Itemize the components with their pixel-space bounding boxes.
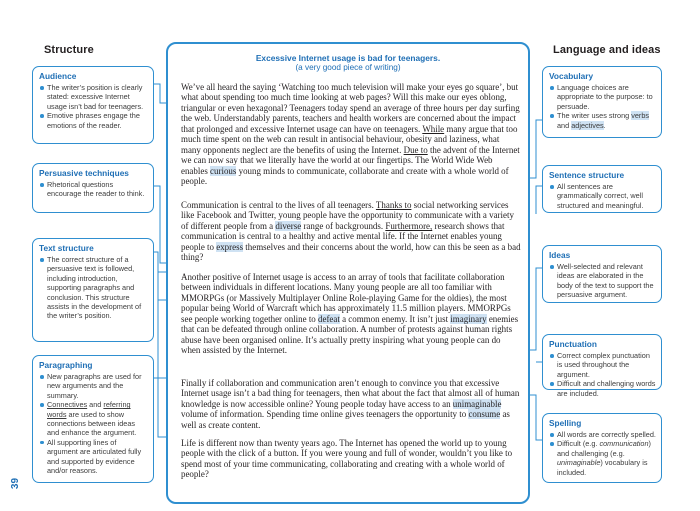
text-run: Life is different now than twenty years ago. The Internet has opened the world up to young people with the click of a button. If you were young and full of wonder, wouldn’t you like to spend most of your time communicating, collaborating and creating with a whole world of people? [181,438,513,480]
text-run: Difficult and challenging words are included. [557,379,656,398]
underlined-connective: referring words [47,400,131,419]
highlighted-word: consume [468,409,501,420]
punctuation-card-title: Punctuation [549,339,597,349]
article-paragraph-5 [181,438,521,480]
page-number: 39 [10,477,22,490]
language-column-title: Language and ideas [553,44,661,56]
text-run: ) and challenging (e.g. [557,439,651,458]
ideas-point-1 [556,262,656,300]
text-run: The writer uses strong [557,111,632,121]
text-run: and [87,400,104,410]
ideas-card [542,245,662,303]
text-run: Rhetorical questions encourage the reader to think. [47,180,145,199]
spelling-card [542,413,662,483]
text-run: the advent of the Internet we can now say that we literally have the world at our fingertips. The World Wide Web enables [181,144,520,176]
text-run: as well as create content. [181,409,510,430]
article-paragraph-1 [181,82,521,187]
text-run: Well-selected and relevant ideas are elaborated in the body of the text to support the persuasive argument. [557,262,654,300]
text-run: Difficult (e.g. [557,439,600,449]
text-run: The writer’s position is clearly stated: excessive Internet usage isn’t bad for teenagers. [47,83,144,111]
article-paragraph-3 [181,272,521,356]
article-title: Excessive Internet usage is bad for teenagers. [255,53,441,63]
highlighted-word: unimaginable [452,398,502,409]
spelling-point-2 [556,439,656,477]
italic-example: unimaginable [557,458,601,468]
text-run: We’ve all heard the saying ‘Watching too much television will make your eyes go square’, but what about spending too much time looking at web pages? Will this make our eyes oblong, triangular or even hexagonal? Teenagers today spend an average of three hours per day surfing the web. Understandably parents, teachers and health workers are concerned about the impact that prolonged and excessive Internet usage can have on teenagers. [181,82,520,134]
paragraphing-point-2 [46,400,148,438]
underlined-connective: Furthermore, [385,220,433,231]
vocabulary-point-1 [556,83,656,111]
text-run: range of backgrounds. [301,220,386,231]
text-run: All words are correctly spelled. [557,430,656,439]
persuasive-point-1 [46,180,148,199]
vocabulary-point-2 [556,111,656,130]
text-run: The correct structure of a persuasive text is followed, including introduction, supporting paragraphs and conclusion. This structure assists in the development of the writer’s position. [47,255,142,321]
audience-point-1 [46,83,148,111]
highlighted-word: imaginary [450,313,487,324]
text-run: young minds to communicate, collaborate and create with a whole world of people. [181,165,509,187]
paragraphing-point-1 [46,372,148,400]
audience-point-2 [46,111,148,130]
text-run: All sentences are grammatically correct, well structured and meaningful. [557,182,644,210]
spelling-card-title: Spelling [549,418,582,428]
article-subtitle: (a very good piece of writing) [295,63,401,72]
italic-example: communication [599,439,649,449]
text-run: research shows that communication is central to a healthy and active mental life. If the Internet enables young people to [181,220,505,252]
highlighted-word: defeat [318,313,340,324]
text-run: a common enemy. It isn’t just [339,313,451,324]
spelling-point-1 [556,430,656,439]
punctuation-card [542,334,662,398]
underlined-connective: Thanks to [375,200,412,210]
text-run: many argue that too much time spent on the web can result in antisocial behaviour, obesity and laziness, what many opponents neglect are the benefits of using the Internet. [181,123,518,155]
text-run: Communication is central to the lives of all teenagers. [181,200,376,210]
text-run: Correct complex punctuation is used throughout the argument. [557,351,650,379]
text-run: . [603,120,606,130]
text-run: themselves and their concerns about the world, how can this be seen as a bad thing? [181,241,521,263]
text-structure-card [32,238,154,342]
sentence-structure-card [542,165,662,213]
text-run: social networking services like Facebook and Twitter, young people have the opportunity to communicate with a variety of different people from a [181,200,514,231]
paragraphing-card [32,355,154,483]
paragraphing-point-3 [46,438,148,476]
structure-column-title: Structure [44,44,94,56]
highlighted-word: verbs [631,111,650,121]
sentence-structure-point-1 [556,182,656,210]
punctuation-point-2 [556,379,656,398]
text-structure-card-title: Text structure [39,243,94,253]
text-run: are used to show connections between ideas and enhance the argument. [47,409,137,438]
paragraphing-card-title: Paragraphing [39,360,93,370]
text-run: and [557,120,572,130]
highlighted-word: curious [210,165,237,176]
audience-card-title: Audience [39,71,77,81]
persuasive-techniques-card-title: Persuasive techniques [39,168,129,178]
text-run: New paragraphs are used for new arguments and the summary. [47,372,142,400]
highlighted-word: adjectives [571,120,604,130]
vocabulary-card [542,66,662,138]
text-run: Language choices are appropriate to the purpose: to persuade. [557,83,653,111]
audience-card [32,66,154,144]
punctuation-point-1 [556,351,656,379]
article-paragraph-4 [181,378,521,430]
text-structure-point-1 [46,255,148,321]
vocabulary-card-title: Vocabulary [549,71,594,81]
underlined-connective: Due to [403,144,428,155]
ideas-card-title: Ideas [549,250,571,260]
persuasive-techniques-card [32,163,154,213]
text-run: volume of information. Spending time online gives teenagers the opportunity to [181,409,469,420]
article-paragraph-2 [181,200,521,263]
highlighted-word: diverse [275,220,302,231]
text-run: Finally if collaboration and communication aren’t enough to convince you that excessive Internet usage isn’t a bad thing for teenagers, then what about the fact that almost all of human knowledge is now accessible online? Young people today have access to an [181,378,520,409]
text-run: ) vocabulary is included. [557,458,648,477]
text-run: enemies that can be defeated through online collaboration. A number of protests against human rights abuse have been organised online. It’s actually pretty inspiring what young people can do when assisted by the Internet. [181,313,519,356]
underlined-connective: While [422,123,445,134]
text-run: Emotive phrases engage the emotions of the reader. [47,111,140,130]
underlined-connective: Connectives [47,400,88,410]
text-run: Another positive of Internet usage is access to an array of tools that facilitate collaboration between individuals in different locations. Many young people are all too familiar with MMORPGs (or Massively Multiplayer Online Role-playing Game for the oldies), the most popular being World of Warcraft which has approximately 11.5 million players. MMORPGs see people working together online to [181,272,511,324]
highlighted-word: express [216,241,244,252]
sentence-structure-card-title: Sentence structure [549,170,625,180]
text-run: All supporting lines of argument are articulated fully and supported by evidence and/or reasons. [47,437,142,476]
